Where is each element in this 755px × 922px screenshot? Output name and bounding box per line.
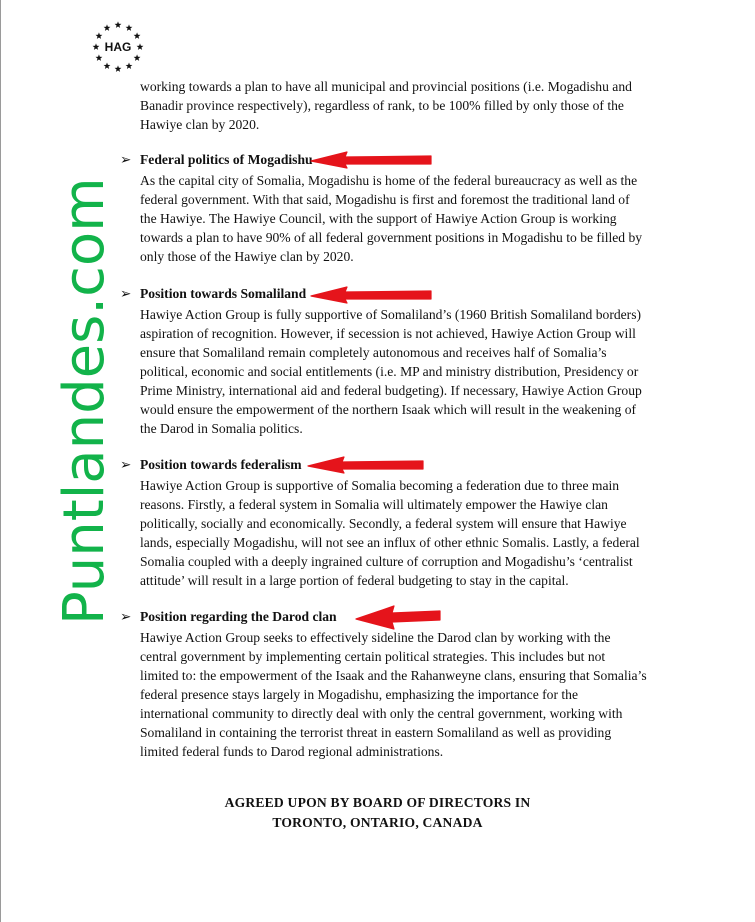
red-annotation-arrow	[302, 455, 427, 477]
logo-star-icon	[126, 24, 133, 31]
section-heading-text: Federal politics of Mogadishu	[140, 152, 313, 167]
section-heading-darod	[120, 609, 337, 625]
body-line: attitude’ will result in a large portion of federal budgeting to stay in the capital.	[140, 573, 569, 588]
red-annotation-arrow	[305, 150, 435, 172]
bullet-arrow-icon: ➢	[120, 286, 132, 301]
section-heading-federalism	[120, 457, 302, 473]
bullet-arrow-icon: ➢	[120, 457, 132, 472]
logo-text: HAG	[104, 40, 132, 54]
bullet-arrow-icon: ➢	[120, 609, 132, 624]
body-line: As the capital city of Somalia, Mogadishu is home of the federal bureaucracy as well as the	[140, 173, 638, 188]
red-annotation-arrow	[352, 603, 444, 631]
body-line: Prime Ministry, international aid and federal budgeting). If necessary, Hawiye Action Group	[140, 383, 642, 398]
body-line: Somalia coupled with a deeply ingrained culture of corruption and Mogadishu’s ‘centralist	[140, 554, 633, 569]
footer-line: AGREED UPON BY BOARD OF DIRECTORS IN	[224, 795, 531, 810]
section-body-federal-politics	[140, 171, 660, 266]
section-heading-text: Position towards federalism	[140, 457, 302, 472]
bullet-arrow-icon: ➢	[120, 152, 132, 167]
section-heading-text: Position towards Somaliland	[140, 286, 307, 301]
logo-star-icon	[126, 62, 133, 69]
body-line: Hawiye Action Group is supportive of Somalia becoming a federation due to three main	[140, 478, 620, 493]
intro-line: Hawiye clan by 2020.	[140, 117, 260, 132]
logo-star-icon	[134, 32, 141, 39]
section-body-darod	[140, 628, 660, 761]
body-line: reasons. Firstly, a federal system in Somalia will ultimately empower the Hawiye clan	[140, 497, 608, 512]
body-line: would ensure the empowerment of the northern Isaak which will result in the weakening of	[140, 402, 637, 417]
section-heading-text: Position regarding the Darod clan	[140, 609, 337, 624]
body-line: federal government. With that said, Mogadishu is first and foremost the traditional land of	[140, 192, 630, 207]
body-line: limited to: the empowerment of the Isaak and the Rahanweyne clans, ensuring that Somalia’s	[140, 668, 647, 683]
footer-line: TORONTO, ONTARIO, CANADA	[272, 815, 483, 830]
body-line: Hawiye Action Group seeks to effectively sideline the Darod clan by working with the	[140, 630, 611, 645]
body-line: the Hawiye. The Hawiye Council, with the support of Hawiye Action Group is working	[140, 211, 617, 226]
body-line: politically, socially and economically. Secondly, a federal system will ensure that Hawiye	[140, 516, 627, 531]
body-line: international community to directly deal with only the central government, working with	[140, 706, 623, 721]
watermark	[0, 0, 120, 660]
section-heading-federal-politics	[120, 152, 313, 168]
section-body-somaliland	[140, 305, 660, 438]
footer	[0, 793, 755, 833]
body-line: political, economic and social entitlements (i.e. MP and ministry distribution, Presidency or	[140, 364, 639, 379]
intro-paragraph	[140, 77, 660, 134]
section-body-federalism	[140, 476, 660, 590]
body-line: Somaliland in containing the terrorist threat in eastern Somaliland as well as providing	[140, 725, 612, 740]
body-line: limited federal funds to Darod regional administrations.	[140, 744, 444, 759]
body-line: the Darod in Somalia politics.	[140, 421, 303, 436]
body-line: towards a plan to have 90% of all federal government positions in Mogadishu to be filled by	[140, 230, 643, 245]
section-heading-somaliland	[120, 286, 306, 302]
logo-star-icon	[134, 54, 141, 61]
body-line: lands, especially Mogadishu, will not see an influx of other ethnic Somalis. Lastly, a federal	[140, 535, 640, 550]
red-annotation-arrow	[305, 285, 435, 307]
watermark-text: Puntlandes.com	[52, 177, 117, 625]
intro-line: Banadir province respectively), regardless of rank, to be 100% filled by only those of the	[140, 98, 624, 113]
body-line: only those of the Hawiye clan by 2020.	[140, 249, 354, 264]
body-line: aspiration of recognition. However, if secession is not achieved, Hawiye Action Group will	[140, 326, 636, 341]
intro-line: working towards a plan to have all municipal and provincial positions (i.e. Mogadishu and	[140, 79, 632, 94]
logo-star-icon	[137, 43, 144, 50]
body-line: federal presence stays largely in Mogadishu, emphasizing the importance for the	[140, 687, 579, 702]
body-line: central government by implementing certain political strategies. This includes but not	[140, 649, 606, 664]
body-line: ensure that Somaliland remain completely autonomous and receives half of Somalia’s	[140, 345, 607, 360]
body-line: Hawiye Action Group is fully supportive of Somaliland’s (1960 British Somaliland borders)	[140, 307, 642, 322]
